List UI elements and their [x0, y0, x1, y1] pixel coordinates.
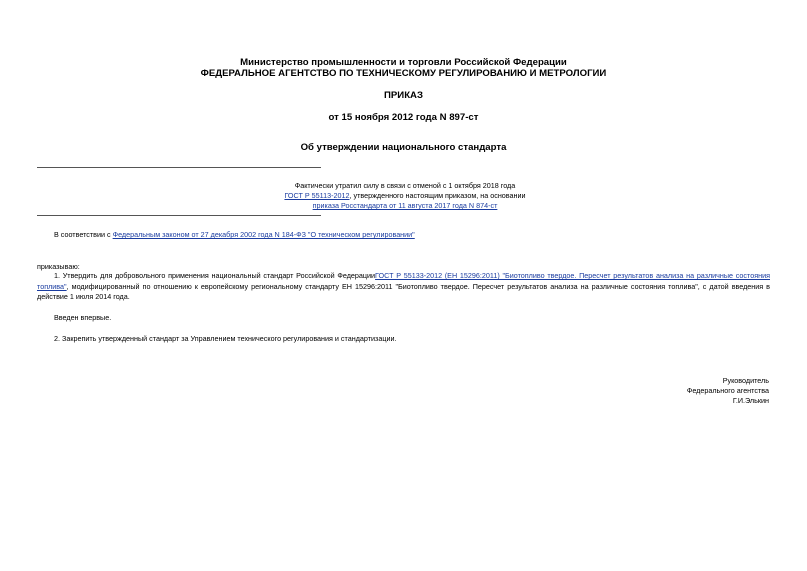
item2-paragraph: 2. Закрепить утвержденный стандарт за Управлением технического регулирования и стандартизации.	[54, 334, 397, 343]
signature-role1: Руководитель	[722, 376, 769, 385]
status-note-line3	[190, 200, 620, 211]
order-word: приказываю:	[37, 262, 80, 271]
preamble-text: В соответствии с	[54, 230, 113, 239]
agency-heading: ФЕДЕРАЛЬНОЕ АГЕНТСТВО ПО ТЕХНИЧЕСКОМУ РЕГУЛИРОВАНИЮ И МЕТРОЛОГИИ	[200, 68, 607, 79]
divider-bottom	[37, 215, 321, 216]
status-note-line2-text: , утвержденного настоящим приказом, на основании	[349, 191, 526, 200]
signature-role2: Федерального агентства	[686, 386, 769, 395]
preamble-paragraph	[37, 229, 770, 240]
item1-paragraph	[37, 271, 770, 303]
status-note-line1: Фактически утратил силу в связи с отменой с 1 октября 2018 года	[294, 181, 516, 190]
divider-top	[37, 167, 321, 168]
rosstandart-order-link[interactable]: приказа Росстандарта от 11 августа 2017 года N 874-ст	[312, 201, 498, 210]
item1-text: 1. Утвердить для добровольного применения национальный стандарт Российской Федерации	[54, 271, 376, 280]
signature-name: Г.И.Элькин	[732, 396, 769, 405]
ministry-heading: Министерство промышленности и торговли Российской Федерации	[240, 57, 567, 68]
doc-type-heading: ПРИКАЗ	[384, 90, 423, 101]
federal-law-link[interactable]: Федеральным законом от 27 декабря 2002 года N 184-ФЗ "О техническом регулировании"	[112, 230, 415, 239]
doc-subject: Об утверждении национального стандарта	[300, 142, 507, 153]
gost-55133-link[interactable]: ГОСТ Р 55133-2012 (ЕН 15296:2011) "Биотопливо твердое. Пересчет результатов анализа на различные состояния топлива"	[37, 271, 770, 291]
introduced-note: Введен впервые.	[54, 313, 112, 322]
gost-55113-link[interactable]: ГОСТ Р 55113-2012	[284, 191, 350, 200]
doc-date-number: от 15 ноября 2012 года N 897-ст	[328, 112, 479, 123]
item1-rest: , модифицированный по отношению к европейскому региональному стандарту ЕН 15296:2011 "Биотопливо твердое. Пересчет результатов анализа на различные состояния топлива", с датой введения в действие 1 июля 2014 года.	[37, 281, 770, 301]
